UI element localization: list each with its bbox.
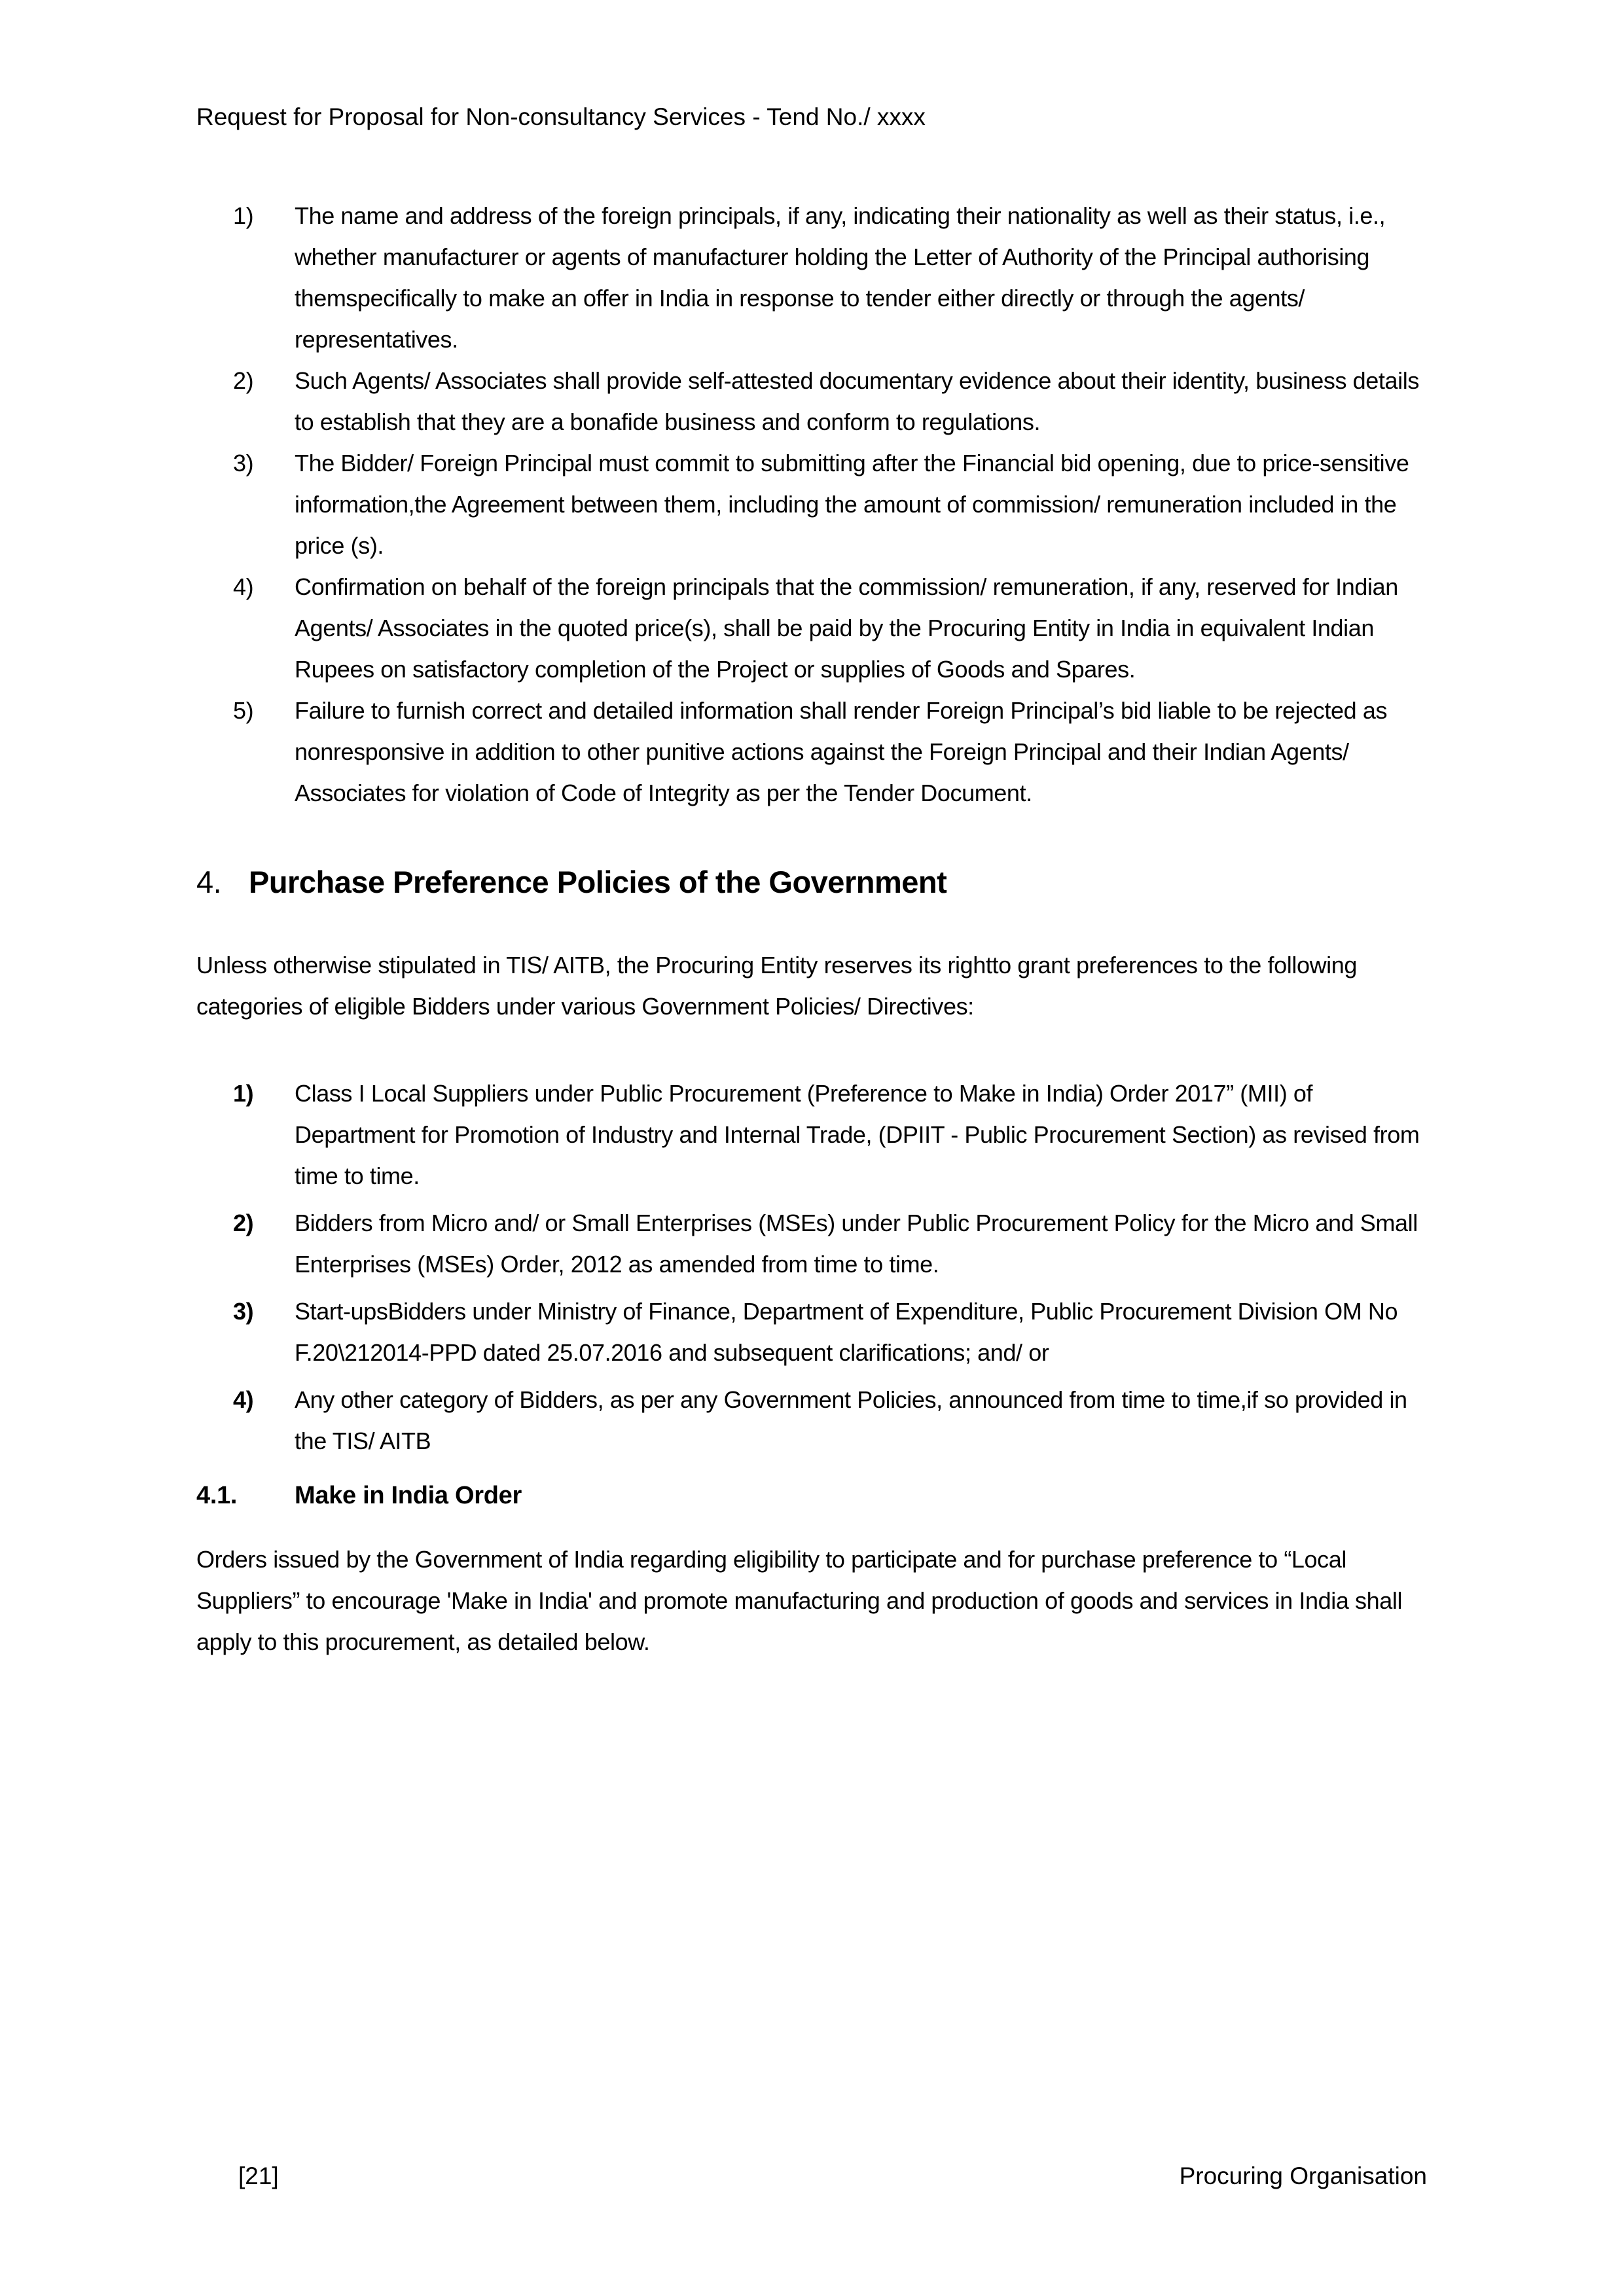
section-4-1-paragraph [196,1539,1427,1662]
section-4-1-body-text: Orders issued by the Government of India regarding eligibility to participate and for purchase preference to “Local Suppliers” to encourage 'Make in India' and promote manufacturing and production of goods and services in India shall apply to this procurement, as detailed below. [196,1546,1403,1655]
list-item-number: 1) [233,1080,254,1107]
list-item-number: 2) [233,1210,254,1236]
list-item [196,1202,1427,1285]
list-item-number: 4) [233,1386,254,1413]
list-item-number: 1) [233,202,254,229]
list-item-number: 3) [233,450,254,476]
list-item [196,442,1427,566]
list-item [196,566,1427,690]
section-4-intro-text: Unless otherwise stipulated in TIS/ AITB, the Procuring Entity reserves its rightto grant preferences to the following categories of eligible Bidders under various Government Policies/ Directives: [196,952,1358,1020]
list-item-text: Such Agents/ Associates shall provide self-attested documentary evidence about their identity, business details to establish that they are a bonafide business and conform to regulations. [295,367,1419,435]
section-4-heading [196,861,1427,904]
agents-clauses-list [196,195,1427,814]
footer-organisation: Procuring Organisation [1179,2162,1427,2189]
list-item-text: Class I Local Suppliers under Public Procurement (Preference to Make in India) Order 2017” (MII) of Department for Promotion of Industry and Internal Trade, (DPIIT - Public Procurement Section) as revised from time to time. [295,1080,1420,1189]
footer-page-number: [21] [238,2162,279,2189]
list-item-text: Failure to furnish correct and detailed information shall render Foreign Principal’s bid liable to be rejected as nonresponsive in addition to other punitive actions against the Foreign Principal and their Indian Agents/ Associates for violation of Code of Integrity as per the Tender Document. [295,697,1388,806]
header-title: Request for Proposal for Non-consultancy Services - Tend No./ xxxx [196,103,926,130]
list-item [196,1073,1427,1196]
list-item [196,690,1427,814]
list-item [196,360,1427,442]
section-4-1-title: Make in India Order [295,1482,522,1509]
list-item-text: The Bidder/ Foreign Principal must commit to submitting after the Financial bid opening, due to price-sensitive information,the Agreement between them, including the amount of commission/ remuneration included in the price (s). [295,450,1409,559]
list-item-number: 4) [233,573,254,600]
list-item-text: Bidders from Micro and/ or Small Enterprises (MSEs) under Public Procurement Policy for the Micro and Small Enterprises (MSEs) Order, 2012 as amended from time to time. [295,1210,1418,1278]
list-item-text: Confirmation on behalf of the foreign principals that the commission/ remuneration, if any, reserved for Indian Agents/ Associates in the quoted price(s), shall be paid by the Procuring Entity in India in equivalent Indian Rupees on satisfactory completion of the Project or supplies of Goods and Spares. [295,573,1398,683]
section-4-number: 4. [196,865,222,899]
list-item-text: Any other category of Bidders, as per any Government Policies, announced from time to time,if so provided in the TIS/ AITB [295,1386,1407,1454]
page-header [196,0,1427,132]
list-item [196,195,1427,360]
section-4-title: Purchase Preference Policies of the Government [249,865,947,899]
section-4-1-number: 4.1. [196,1482,238,1509]
list-item-text: The name and address of the foreign principals, if any, indicating their nationality as well as their status, i.e., whether manufacturer or agents of manufacturer holding the Letter of Authority of the Principal authorising themspecifically to make an offer in India in response to tender either directly or through the agents/ representatives. [295,202,1386,353]
list-item-number: 2) [233,367,254,394]
list-item [196,1379,1427,1462]
list-item [196,1291,1427,1373]
section-4-1-heading [196,1479,1427,1513]
list-item-number: 5) [233,697,254,724]
section-4-intro-paragraph [196,944,1427,1027]
list-item-number: 3) [233,1298,254,1325]
list-item-text: Start-upsBidders under Ministry of Finance, Department of Expenditure, Public Procurement Division OM No F.20\212014-PPD dated 25.07.2016 and subsequent clarifications; and/ or [295,1298,1398,1366]
page-content [196,0,1427,1662]
policy-list [196,1073,1427,1462]
